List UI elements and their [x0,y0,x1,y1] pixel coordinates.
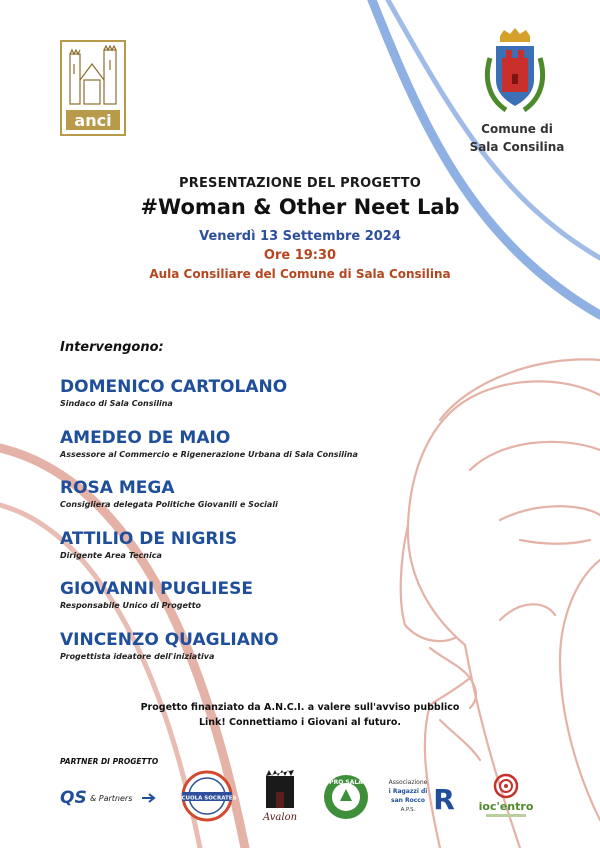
speaker-entry [60,477,480,528]
funding-line1: Progetto finanziato da A.N.C.I. a valere sull'avviso pubblico [140,702,460,713]
comune-name-line1: Comune di [481,122,553,136]
ragazzi-line3: san Rocco [391,797,425,804]
funding-note [0,700,600,730]
funding-line2: Link! Connettiamo i Giovani al futuro. [198,717,402,728]
event-date: Venerdì 13 Settembre 2024 [199,229,401,244]
speaker-name: VINCENZO QUAGLIANO [60,629,279,650]
partners-label: PARTNER DI PROGETTO [60,757,159,766]
speaker-role: Dirigente Area Tecnica [60,550,162,560]
ragazzi-line1: Associazione [388,779,428,786]
partner-logo-avalon [258,768,302,824]
speaker-entry [60,578,480,629]
event-place: Aula Consiliare del Comune di Sala Consilina [149,267,451,281]
speaker-name: GIOVANNI PUGLIESE [60,579,253,599]
speaker-role: Assessore al Commercio e Rigenerazione Urbana di Sala Consilina [60,449,358,459]
speaker-name: ROSA MEGA [60,478,175,498]
partner-logo-scuola-socrates [176,770,238,822]
speaker-role: Responsabile Unico di Progetto [60,601,202,610]
speakers-list [60,376,480,679]
partner-logo-ragazzi-san-rocco [386,775,458,819]
speaker-role: Consigliera delegata Politiche Giovanili e Sociali [60,500,278,509]
partner-logo-qs [58,785,158,809]
event-pretitle: PRESENTAZIONE DEL PROGETTO [179,176,421,191]
speaker-name: ATTILIO DE NIGRIS [60,528,238,549]
qs-text: & Partners [90,794,133,803]
anci-logo [60,40,126,136]
partner-logo-pro-sala [322,773,370,821]
avalon-text: Avalon [262,812,298,823]
prosala-text: PRO SALA [329,779,363,786]
speaker-entry [60,629,480,680]
comune-crest [482,28,548,118]
speaker-role: Progettista ideatore dell'iniziativa [60,651,215,661]
comune-name [462,120,572,156]
speaker-name: AMEDEO DE MAIO [60,427,231,448]
event-title: #Woman & Other Neet Lab [140,195,460,219]
partner-logo-iocentro [472,772,540,822]
comune-name-line2: Sala Consilina [469,140,565,154]
socrates-text: SCUOLA SOCRATES [177,795,237,802]
event-header [0,176,600,281]
speaker-name: DOMENICO CARTOLANO [60,377,288,397]
speaker-entry [60,528,480,579]
speaker-role: Sindaco di Sala Consilina [60,399,173,408]
ragazzi-line2: i Ragazzi di [388,788,428,795]
qs-mark: QS [60,788,87,808]
ragazzi-line4: A.P.S. [400,807,416,813]
speaker-entry [60,376,480,427]
iocentro-text: ioc'entro [478,800,534,813]
ragazzi-mark: R [433,783,455,816]
speaker-entry [60,427,480,478]
speakers-intro: Intervengono: [60,340,164,355]
anci-logo-text: anci [74,111,112,130]
event-time: Ore 19:30 [263,248,337,263]
